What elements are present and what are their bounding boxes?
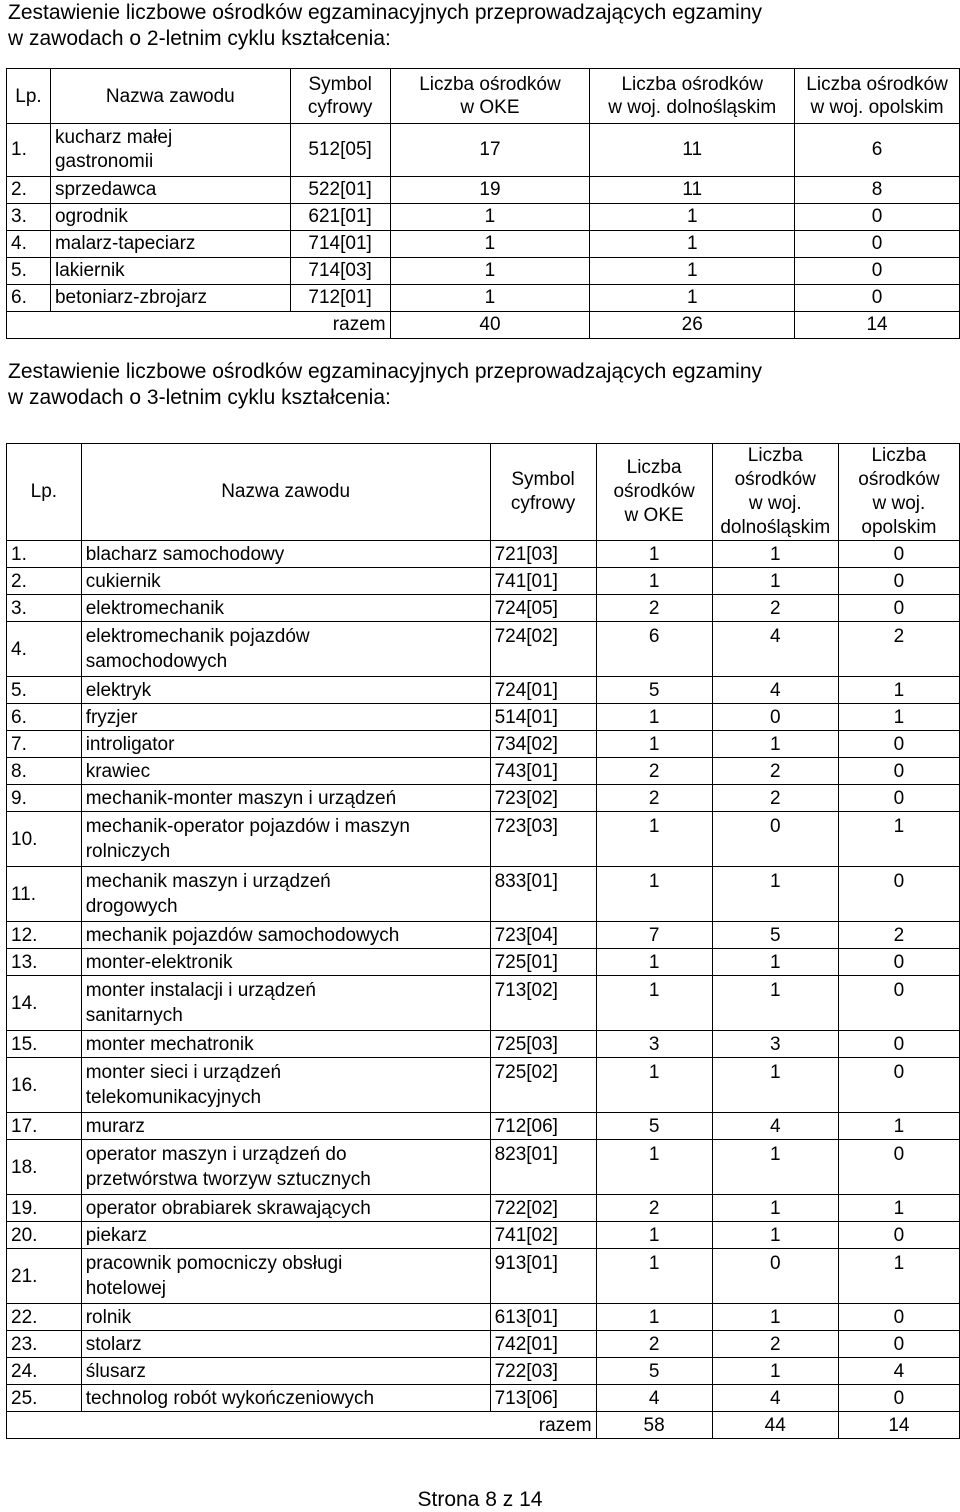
occupation-symbol: 714[03] — [290, 258, 390, 285]
table-2-year — [6, 68, 960, 339]
header-lp: Lp. — [7, 69, 51, 124]
count-oke: 2 — [596, 1195, 712, 1222]
count-dolnoslaskie: 4 — [712, 677, 838, 704]
occupation-symbol: 613[01] — [490, 1304, 596, 1331]
count-opolskie: 0 — [838, 1031, 959, 1058]
occupation-name: monter mechatronik — [81, 1031, 490, 1058]
count-opolskie: 1 — [838, 704, 959, 731]
count-dolnoslaskie: 2 — [712, 1331, 838, 1358]
section1-title-line2: w zawodach o 2-letnim cyklu kształcenia: — [8, 27, 391, 50]
occupation-symbol: 522[01] — [290, 177, 390, 204]
count-opolskie: 1 — [838, 1195, 959, 1222]
occupation-name: technolog robót wykończeniowych — [81, 1385, 490, 1412]
row-number: 5. — [7, 677, 82, 704]
table-row — [7, 1358, 960, 1385]
occupation-name: kucharz małej gastronomii — [50, 124, 290, 177]
count-opolskie: 0 — [838, 595, 959, 622]
count-dolnoslaskie: 1 — [712, 976, 838, 1031]
table-row — [7, 1140, 960, 1195]
table-row — [7, 785, 960, 812]
occupation-symbol: 714[01] — [290, 231, 390, 258]
count-opolskie: 0 — [838, 1385, 959, 1412]
occupation-symbol: 712[01] — [290, 285, 390, 312]
occupation-symbol: 621[01] — [290, 204, 390, 231]
occupation-name: murarz — [81, 1113, 490, 1140]
count-oke: 1 — [596, 1140, 712, 1195]
row-number: 16. — [7, 1058, 82, 1113]
row-number: 10. — [7, 812, 82, 867]
occupation-symbol: 725[03] — [490, 1031, 596, 1058]
count-opolskie: 0 — [838, 1331, 959, 1358]
count-oke: 1 — [596, 1249, 712, 1304]
occupation-symbol: 913[01] — [490, 1249, 596, 1304]
header-name: Nazwa zawodu — [50, 69, 290, 124]
count-dolnoslaskie: 11 — [590, 124, 795, 177]
count-oke: 2 — [596, 785, 712, 812]
count-dolnoslaskie: 1 — [712, 1140, 838, 1195]
occupation-name: monter instalacji i urządzeń sanitarnych — [81, 976, 490, 1031]
table-3-year — [6, 443, 960, 1439]
table-row — [7, 1385, 960, 1412]
occupation-name: cukiernik — [81, 568, 490, 595]
occupation-name: betoniarz-zbrojarz — [50, 285, 290, 312]
row-number: 25. — [7, 1385, 82, 1412]
table-row — [7, 976, 960, 1031]
table-row — [7, 258, 960, 285]
count-oke: 1 — [596, 949, 712, 976]
header-symbol: Symbol cyfrowy — [290, 69, 390, 124]
count-opolskie: 0 — [838, 1222, 959, 1249]
count-opolskie: 0 — [795, 204, 960, 231]
count-oke: 5 — [596, 1358, 712, 1385]
occupation-symbol: 724[05] — [490, 595, 596, 622]
count-dolnoslaskie: 0 — [712, 1249, 838, 1304]
occupation-name: mechanik-monter maszyn i urządzeń — [81, 785, 490, 812]
row-number: 15. — [7, 1031, 82, 1058]
count-dolnoslaskie: 1 — [712, 867, 838, 922]
count-oke: 1 — [390, 231, 590, 258]
occupation-symbol: 725[01] — [490, 949, 596, 976]
count-dolnoslaskie: 1 — [712, 731, 838, 758]
table-row — [7, 758, 960, 785]
table-row — [7, 1113, 960, 1140]
count-dolnoslaskie: 2 — [712, 758, 838, 785]
count-opolskie: 2 — [838, 922, 959, 949]
count-opolskie: 0 — [838, 568, 959, 595]
total-row — [7, 1412, 960, 1439]
total-oke: 40 — [390, 312, 590, 339]
occupation-symbol: 823[01] — [490, 1140, 596, 1195]
occupation-name: stolarz — [81, 1331, 490, 1358]
total-label: razem — [7, 1412, 597, 1439]
occupation-symbol: 721[03] — [490, 541, 596, 568]
table-header-row — [7, 444, 960, 541]
count-oke: 1 — [596, 1058, 712, 1113]
table-row — [7, 622, 960, 677]
row-number: 9. — [7, 785, 82, 812]
row-number: 19. — [7, 1195, 82, 1222]
occupation-name: blacharz samochodowy — [81, 541, 490, 568]
table-row — [7, 867, 960, 922]
row-number: 21. — [7, 1249, 82, 1304]
header-lp: Lp. — [7, 444, 82, 541]
table-row — [7, 1031, 960, 1058]
row-number: 4. — [7, 622, 82, 677]
count-oke: 2 — [596, 595, 712, 622]
count-oke: 1 — [596, 1304, 712, 1331]
count-dolnoslaskie: 2 — [712, 785, 838, 812]
row-number: 7. — [7, 731, 82, 758]
row-number: 18. — [7, 1140, 82, 1195]
table-row — [7, 595, 960, 622]
count-oke: 1 — [596, 541, 712, 568]
count-opolskie: 0 — [838, 976, 959, 1031]
count-opolskie: 0 — [838, 541, 959, 568]
occupation-name: operator maszyn i urządzeń do przetwórstwa tworzyw sztucznych — [81, 1140, 490, 1195]
table-row — [7, 1222, 960, 1249]
count-dolnoslaskie: 1 — [590, 204, 795, 231]
count-dolnoslaskie: 5 — [712, 922, 838, 949]
count-opolskie: 1 — [838, 1113, 959, 1140]
table-row — [7, 949, 960, 976]
total-oke: 58 — [596, 1412, 712, 1439]
table-row — [7, 1195, 960, 1222]
count-oke: 17 — [390, 124, 590, 177]
row-number: 6. — [7, 704, 82, 731]
row-number: 2. — [7, 177, 51, 204]
count-dolnoslaskie: 1 — [712, 949, 838, 976]
table-body — [7, 124, 960, 339]
row-number: 3. — [7, 595, 82, 622]
count-dolnoslaskie: 1 — [712, 1358, 838, 1385]
count-opolskie: 0 — [795, 231, 960, 258]
header-dolnoslaskie: Liczba ośrodków w woj. dolnośląskim — [712, 444, 838, 541]
count-oke: 1 — [390, 204, 590, 231]
count-dolnoslaskie: 3 — [712, 1031, 838, 1058]
count-dolnoslaskie: 1 — [712, 1304, 838, 1331]
row-number: 14. — [7, 976, 82, 1031]
row-number: 6. — [7, 285, 51, 312]
occupation-name: fryzjer — [81, 704, 490, 731]
count-opolskie: 0 — [838, 867, 959, 922]
count-opolskie: 6 — [795, 124, 960, 177]
table-row — [7, 1249, 960, 1304]
occupation-symbol: 734[02] — [490, 731, 596, 758]
count-opolskie: 2 — [838, 622, 959, 677]
count-oke: 1 — [596, 976, 712, 1031]
occupation-symbol: 741[01] — [490, 568, 596, 595]
row-number: 8. — [7, 758, 82, 785]
count-opolskie: 0 — [838, 758, 959, 785]
total-dolnoslaskie: 44 — [712, 1412, 838, 1439]
count-dolnoslaskie: 4 — [712, 1385, 838, 1412]
total-opolskie: 14 — [838, 1412, 959, 1439]
occupation-name: mechanik-operator pojazdów i maszyn rolniczych — [81, 812, 490, 867]
occupation-symbol: 713[02] — [490, 976, 596, 1031]
row-number: 20. — [7, 1222, 82, 1249]
count-dolnoslaskie: 1 — [590, 285, 795, 312]
count-oke: 1 — [596, 568, 712, 595]
occupation-name: operator obrabiarek skrawających — [81, 1195, 490, 1222]
row-number: 3. — [7, 204, 51, 231]
header-oke: Liczba ośrodków w OKE — [390, 69, 590, 124]
count-opolskie: 0 — [838, 1058, 959, 1113]
header-oke: Liczba ośrodków w OKE — [596, 444, 712, 541]
count-oke: 1 — [596, 731, 712, 758]
occupation-symbol: 723[04] — [490, 922, 596, 949]
count-opolskie: 1 — [838, 812, 959, 867]
occupation-symbol: 712[06] — [490, 1113, 596, 1140]
table-row — [7, 922, 960, 949]
header-opolskie: Liczba ośrodków w woj. opolskim — [795, 69, 960, 124]
occupation-symbol: 722[02] — [490, 1195, 596, 1222]
count-dolnoslaskie: 1 — [712, 541, 838, 568]
count-dolnoslaskie: 1 — [712, 1058, 838, 1113]
count-dolnoslaskie: 1 — [590, 231, 795, 258]
count-opolskie: 0 — [838, 731, 959, 758]
row-number: 12. — [7, 922, 82, 949]
occupation-name: monter sieci i urządzeń telekomunikacyjnych — [81, 1058, 490, 1113]
count-oke: 19 — [390, 177, 590, 204]
table-row — [7, 285, 960, 312]
count-opolskie: 4 — [838, 1358, 959, 1385]
count-dolnoslaskie: 1 — [712, 568, 838, 595]
count-opolskie: 0 — [795, 285, 960, 312]
occupation-symbol: 723[03] — [490, 812, 596, 867]
count-opolskie: 1 — [838, 677, 959, 704]
header-opolskie: Liczba ośrodków w woj. opolskim — [838, 444, 959, 541]
occupation-name: lakiernik — [50, 258, 290, 285]
table-body — [7, 541, 960, 1439]
count-oke: 6 — [596, 622, 712, 677]
count-oke: 2 — [596, 1331, 712, 1358]
row-number: 22. — [7, 1304, 82, 1331]
row-number: 24. — [7, 1358, 82, 1385]
occupation-symbol: 833[01] — [490, 867, 596, 922]
occupation-symbol: 725[02] — [490, 1058, 596, 1113]
count-oke: 5 — [596, 1113, 712, 1140]
occupation-name: introligator — [81, 731, 490, 758]
occupation-symbol: 723[02] — [490, 785, 596, 812]
count-opolskie: 1 — [838, 1249, 959, 1304]
count-oke: 2 — [596, 758, 712, 785]
count-oke: 1 — [390, 285, 590, 312]
table-row — [7, 231, 960, 258]
count-opolskie: 0 — [795, 258, 960, 285]
count-opolskie: 0 — [838, 1140, 959, 1195]
table-row — [7, 204, 960, 231]
occupation-symbol: 512[05] — [290, 124, 390, 177]
row-number: 1. — [7, 124, 51, 177]
occupation-name: piekarz — [81, 1222, 490, 1249]
count-oke: 1 — [596, 812, 712, 867]
section1-heading — [8, 0, 762, 52]
occupation-name: elektromechanik pojazdów samochodowych — [81, 622, 490, 677]
table-row — [7, 1331, 960, 1358]
total-row — [7, 312, 960, 339]
count-dolnoslaskie: 1 — [712, 1195, 838, 1222]
page-number: Strona 8 z 14 — [417, 1488, 543, 1511]
count-oke: 1 — [596, 867, 712, 922]
count-dolnoslaskie: 11 — [590, 177, 795, 204]
count-opolskie: 8 — [795, 177, 960, 204]
count-dolnoslaskie: 1 — [712, 1222, 838, 1249]
table-row — [7, 568, 960, 595]
occupation-name: mechanik pojazdów samochodowych — [81, 922, 490, 949]
row-number: 11. — [7, 867, 82, 922]
row-number: 17. — [7, 1113, 82, 1140]
row-number: 13. — [7, 949, 82, 976]
occupation-name: mechanik maszyn i urządzeń drogowych — [81, 867, 490, 922]
count-opolskie: 0 — [838, 949, 959, 976]
count-dolnoslaskie: 0 — [712, 704, 838, 731]
occupation-symbol: 722[03] — [490, 1358, 596, 1385]
occupation-name: elektromechanik — [81, 595, 490, 622]
count-oke: 1 — [596, 704, 712, 731]
table-row — [7, 704, 960, 731]
count-opolskie: 0 — [838, 1304, 959, 1331]
count-dolnoslaskie: 1 — [590, 258, 795, 285]
total-label: razem — [7, 312, 391, 339]
total-dolnoslaskie: 26 — [590, 312, 795, 339]
row-number: 4. — [7, 231, 51, 258]
occupation-symbol: 724[02] — [490, 622, 596, 677]
occupation-name: sprzedawca — [50, 177, 290, 204]
table-row — [7, 731, 960, 758]
table-row — [7, 677, 960, 704]
occupation-name: rolnik — [81, 1304, 490, 1331]
row-number: 23. — [7, 1331, 82, 1358]
occupation-name: ślusarz — [81, 1358, 490, 1385]
occupation-name: pracownik pomocniczy obsługi hotelowej — [81, 1249, 490, 1304]
occupation-name: malarz-tapeciarz — [50, 231, 290, 258]
count-dolnoslaskie: 4 — [712, 1113, 838, 1140]
occupation-name: monter-elektronik — [81, 949, 490, 976]
header-symbol: Symbol cyfrowy — [490, 444, 596, 541]
occupation-symbol: 514[01] — [490, 704, 596, 731]
occupation-name: krawiec — [81, 758, 490, 785]
table-row — [7, 541, 960, 568]
count-dolnoslaskie: 4 — [712, 622, 838, 677]
occupation-symbol: 713[06] — [490, 1385, 596, 1412]
count-dolnoslaskie: 0 — [712, 812, 838, 867]
table-row — [7, 177, 960, 204]
count-oke: 4 — [596, 1385, 712, 1412]
occupation-symbol: 742[01] — [490, 1331, 596, 1358]
row-number: 2. — [7, 568, 82, 595]
count-oke: 5 — [596, 677, 712, 704]
table-row — [7, 124, 960, 177]
count-oke: 1 — [390, 258, 590, 285]
row-number: 5. — [7, 258, 51, 285]
section1-title-line1: Zestawienie liczbowe ośrodków egzaminacyjnych przeprowadzających egzaminy — [8, 1, 763, 24]
table-row — [7, 1304, 960, 1331]
section2-heading — [8, 359, 762, 411]
table-header-row — [7, 69, 960, 124]
occupation-symbol: 741[02] — [490, 1222, 596, 1249]
count-oke: 1 — [596, 1222, 712, 1249]
table-row — [7, 1058, 960, 1113]
occupation-symbol: 724[01] — [490, 677, 596, 704]
occupation-name: elektryk — [81, 677, 490, 704]
total-opolskie: 14 — [795, 312, 960, 339]
count-oke: 7 — [596, 922, 712, 949]
count-opolskie: 0 — [838, 785, 959, 812]
header-dolnoslaskie: Liczba ośrodków w woj. dolnośląskim — [590, 69, 795, 124]
section2-title-line2: w zawodach o 3-letnim cyklu kształcenia: — [8, 386, 391, 409]
count-oke: 3 — [596, 1031, 712, 1058]
row-number: 1. — [7, 541, 82, 568]
section2-title-line1: Zestawienie liczbowe ośrodków egzaminacyjnych przeprowadzających egzaminy — [8, 360, 763, 383]
table-row — [7, 812, 960, 867]
occupation-name: ogrodnik — [50, 204, 290, 231]
header-name: Nazwa zawodu — [81, 444, 490, 541]
count-dolnoslaskie: 2 — [712, 595, 838, 622]
occupation-symbol: 743[01] — [490, 758, 596, 785]
